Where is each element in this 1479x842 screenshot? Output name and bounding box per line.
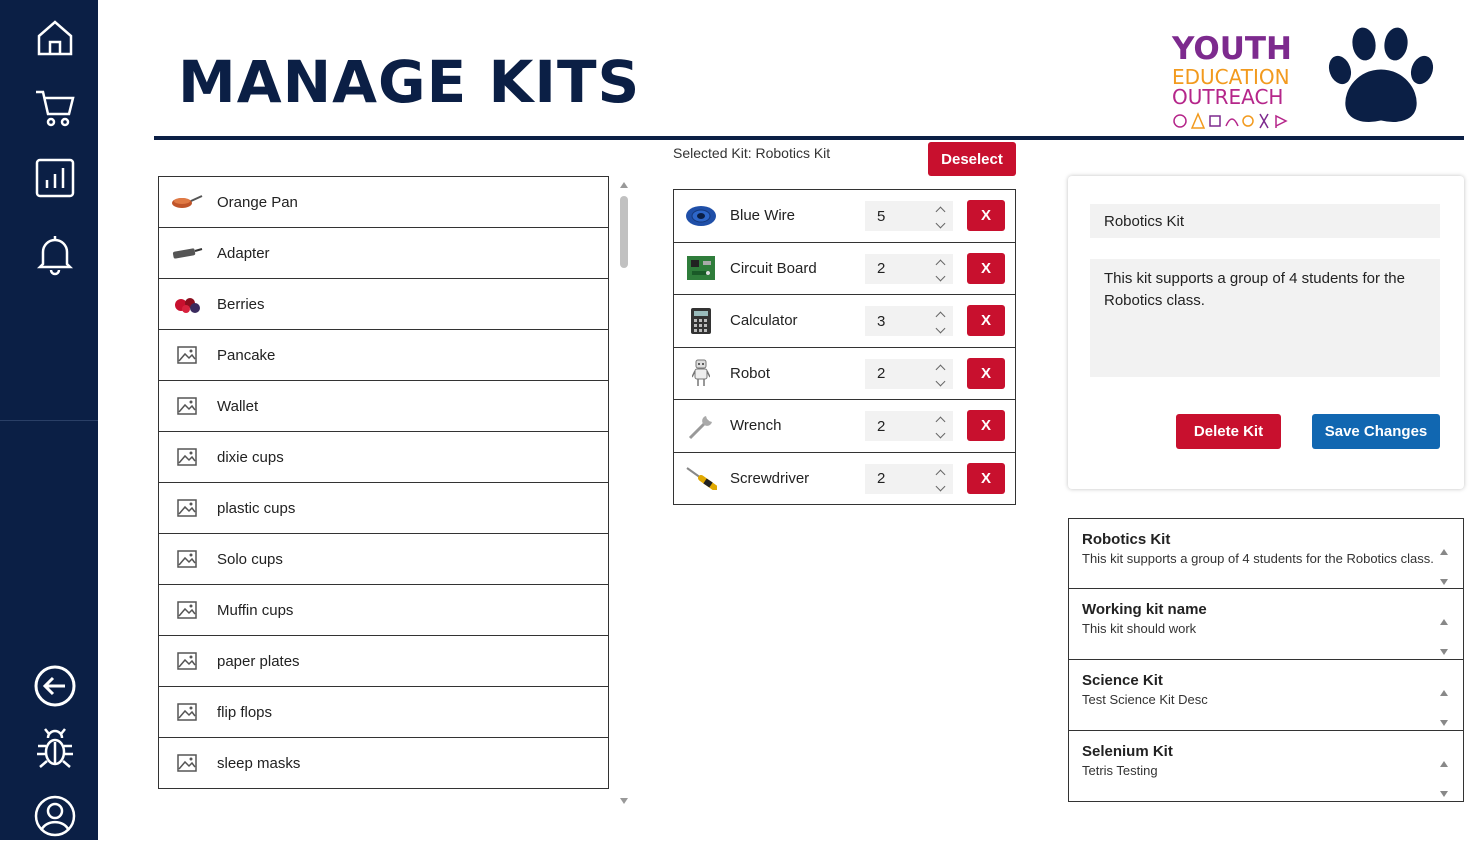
quantity-value[interactable]: 2: [877, 365, 886, 382]
quantity-value[interactable]: 5: [877, 207, 886, 225]
kit-item-label: Screwdriver: [730, 469, 810, 487]
item-row[interactable]: [158, 177, 609, 228]
image-placeholder-icon: [171, 701, 203, 723]
item-label: Orange Pan: [217, 193, 298, 211]
scroll-down-arrow-icon[interactable]: [620, 798, 628, 804]
item-label: Muffin cups: [217, 601, 294, 619]
logo-line-2: EDUCATION: [1172, 65, 1290, 89]
item-row[interactable]: [158, 432, 609, 483]
scroll-up-arrow-icon[interactable]: [620, 182, 628, 188]
kit-card[interactable]: [1068, 660, 1464, 731]
cart-icon[interactable]: [29, 82, 81, 134]
home-icon[interactable]: [29, 12, 81, 64]
kit-name-input[interactable]: [1090, 204, 1440, 238]
page-title: MANAGE KITS: [178, 48, 641, 116]
item-label: Solo cups: [217, 550, 283, 568]
remove-item-button[interactable]: X: [967, 200, 1005, 231]
image-placeholder-icon: [171, 599, 203, 621]
user-icon[interactable]: [29, 790, 81, 842]
header-rule: [154, 136, 1464, 140]
item-row[interactable]: [158, 381, 609, 432]
delete-kit-button[interactable]: Delete Kit: [1176, 414, 1281, 449]
scroll-down-arrow-icon[interactable]: [1440, 579, 1448, 585]
kit-edit-panel: [1068, 176, 1464, 489]
item-label: flip flops: [217, 703, 273, 721]
wire-icon: [684, 202, 718, 230]
kit-card-description: This kit should work: [1082, 621, 1197, 636]
item-label: Wallet: [217, 397, 259, 415]
sidebar-divider: [0, 420, 98, 421]
item-label: sleep masks: [217, 754, 301, 772]
item-row[interactable]: [158, 534, 609, 585]
item-row[interactable]: [158, 738, 609, 789]
kit-card-name: Science Kit: [1082, 672, 1163, 689]
sidebar: [0, 0, 98, 840]
calculator-icon: [684, 307, 718, 335]
stepper-arrows-icon[interactable]: [935, 310, 945, 332]
kit-card-description: Test Science Kit Desc: [1082, 692, 1208, 707]
item-label: Berries: [217, 295, 265, 313]
quantity-stepper[interactable]: [865, 201, 953, 231]
circuit-board-icon: [684, 254, 718, 282]
logo-line-3: OUTREACH: [1172, 85, 1284, 109]
item-label: plastic cups: [217, 499, 296, 517]
image-placeholder-icon: [171, 344, 203, 366]
bug-icon[interactable]: [29, 722, 81, 774]
item-label: paper plates: [217, 652, 300, 670]
stepper-arrows-icon[interactable]: [935, 363, 945, 385]
quantity-stepper[interactable]: [865, 464, 953, 494]
kit-description-input[interactable]: [1090, 259, 1440, 377]
stepper-arrows-icon[interactable]: [935, 415, 945, 437]
kit-item-row: [673, 295, 1016, 348]
stepper-arrows-icon[interactable]: [935, 258, 945, 280]
item-row[interactable]: [158, 330, 609, 381]
kit-card-scrollbar[interactable]: [1439, 690, 1449, 726]
robot-icon: [684, 359, 718, 387]
item-row[interactable]: [158, 585, 609, 636]
stepper-arrows-icon[interactable]: [935, 468, 945, 490]
berries-icon: [171, 293, 203, 315]
selected-kit-items: [673, 189, 1016, 505]
kit-item-label: Calculator: [730, 312, 798, 330]
scroll-up-arrow-icon[interactable]: [1440, 690, 1448, 696]
scroll-down-arrow-icon[interactable]: [1440, 649, 1448, 655]
quantity-value[interactable]: 2: [877, 470, 886, 487]
scroll-down-arrow-icon[interactable]: [1440, 791, 1448, 797]
kit-card-name: Selenium Kit: [1082, 743, 1173, 760]
kit-card-scrollbar[interactable]: [1439, 619, 1449, 655]
kit-card-scrollbar[interactable]: [1439, 761, 1449, 797]
kit-card-description: This kit supports a group of 4 students for the Robotics class.: [1082, 551, 1434, 566]
scroll-up-arrow-icon[interactable]: [1440, 761, 1448, 767]
kit-item-label: Wrench: [730, 417, 782, 435]
quantity-stepper[interactable]: [865, 306, 953, 336]
kit-list: [1068, 518, 1464, 802]
quantity-stepper[interactable]: [865, 411, 953, 441]
remove-item-button[interactable]: X: [967, 305, 1005, 336]
remove-item-button[interactable]: X: [967, 463, 1005, 494]
kit-item-label: Circuit Board: [730, 259, 817, 277]
kit-item-label: Robot: [730, 364, 771, 382]
quantity-value[interactable]: 2: [877, 260, 886, 277]
adapter-icon: [171, 242, 203, 264]
deselect-button[interactable]: Deselect: [928, 142, 1016, 176]
quantity-value[interactable]: 3: [877, 312, 886, 330]
scroll-down-arrow-icon[interactable]: [1440, 720, 1448, 726]
item-row[interactable]: [158, 636, 609, 687]
bell-icon[interactable]: [29, 228, 81, 280]
quantity-stepper[interactable]: [865, 254, 953, 284]
remove-item-button[interactable]: X: [967, 253, 1005, 284]
quantity-value[interactable]: 2: [877, 417, 886, 435]
remove-item-button[interactable]: X: [967, 358, 1005, 389]
kit-item-row: [673, 348, 1016, 401]
kit-item-row: [673, 190, 1016, 243]
image-placeholder-icon: [171, 548, 203, 570]
kit-card-scrollbar[interactable]: [1439, 549, 1449, 585]
stepper-arrows-icon[interactable]: [935, 205, 945, 227]
item-list[interactable]: [158, 176, 609, 809]
logo-line-1: YOUTH: [1172, 31, 1292, 67]
scroll-thumb[interactable]: [620, 196, 628, 268]
kit-item-row: [673, 243, 1016, 296]
item-label: dixie cups: [217, 448, 284, 466]
kit-item-row: [673, 453, 1016, 506]
logo-doodles-icon: [1172, 110, 1296, 132]
youth-education-outreach-logo: [1172, 31, 1302, 132]
scroll-up-arrow-icon[interactable]: [1440, 549, 1448, 555]
pan-icon: [171, 191, 203, 213]
remove-item-button[interactable]: X: [967, 410, 1005, 441]
image-placeholder-icon: [171, 650, 203, 672]
image-placeholder-icon: [171, 446, 203, 468]
quantity-stepper[interactable]: [865, 359, 953, 389]
item-row[interactable]: [158, 228, 609, 279]
image-placeholder-icon: [171, 752, 203, 774]
back-arrow-icon[interactable]: [29, 660, 81, 712]
item-label: Pancake: [217, 346, 276, 364]
kit-item-row: [673, 400, 1016, 453]
wrench-icon: [684, 412, 718, 440]
kit-card[interactable]: [1068, 589, 1464, 660]
scroll-up-arrow-icon[interactable]: [1440, 619, 1448, 625]
chart-icon[interactable]: [29, 152, 81, 204]
screwdriver-icon: [684, 464, 718, 492]
image-placeholder-icon: [171, 497, 203, 519]
kit-item-label: Blue Wire: [730, 207, 796, 225]
image-placeholder-icon: [171, 395, 203, 417]
save-changes-button[interactable]: Save Changes: [1312, 414, 1440, 449]
kit-card-name: Robotics Kit: [1082, 531, 1171, 548]
kit-card-description: Tetris Testing: [1082, 763, 1158, 778]
item-row[interactable]: [158, 687, 609, 738]
item-label: Adapter: [217, 244, 270, 262]
selected-kit-label: Selected Kit: Robotics Kit: [673, 145, 831, 161]
item-row[interactable]: [158, 483, 609, 534]
paw-logo-icon: [1320, 22, 1442, 130]
kit-card-name: Working kit name: [1082, 601, 1207, 618]
item-list-scrollbar[interactable]: [616, 180, 632, 806]
item-row[interactable]: [158, 279, 609, 330]
kit-card[interactable]: [1068, 731, 1464, 802]
kit-card[interactable]: [1068, 518, 1464, 589]
